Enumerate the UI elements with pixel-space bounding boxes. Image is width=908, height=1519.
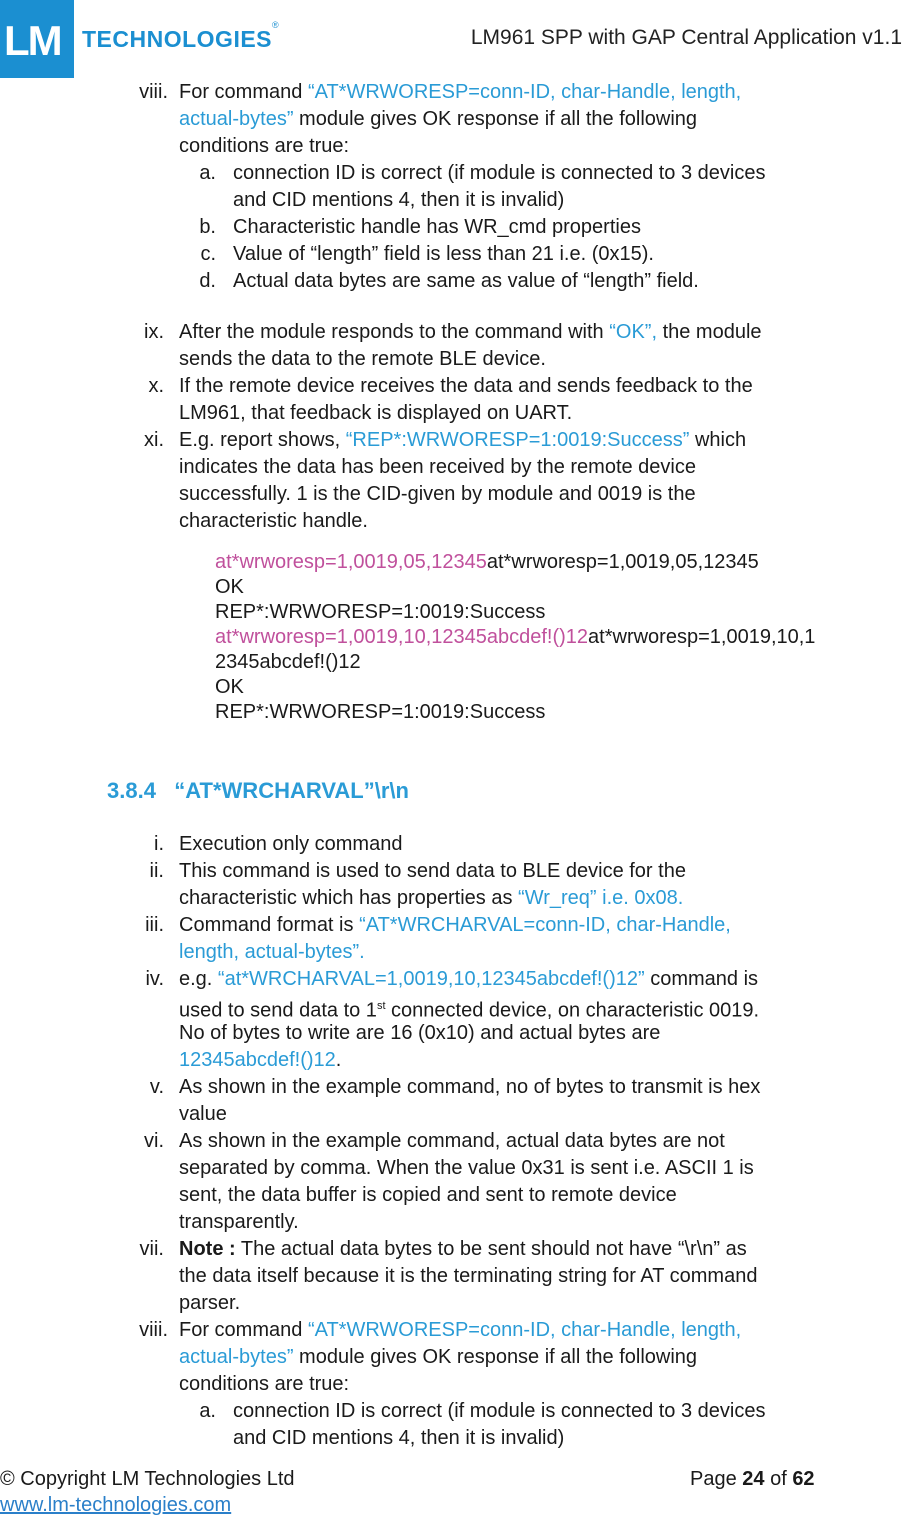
list-item-text: the data itself because it is the terminating string for AT command [179,1265,758,1287]
command-ref: “AT*WRWORESP=conn-ID, char-Handle, length, [307,1319,742,1341]
list-item-text: separated by comma. When the value 0x31 is sent i.e. ASCII 1 is [179,1157,754,1179]
sub-list-letter: d. [199,270,216,292]
copyright-text: © Copyright LM Technologies Ltd [0,1468,295,1490]
text: Command format is [179,914,360,936]
section-title: “AT*WRCHARVAL”\r\n [174,778,409,803]
text: module gives OK response if all the following [293,108,698,130]
list-item-text: conditions are true: [179,135,350,157]
list-item-text: As shown in the example command, no of bytes to transmit is hex [179,1076,761,1098]
list-item-text: value [179,1103,227,1125]
list-item-text [179,912,731,939]
list-item-text: transparently. [179,1211,299,1233]
list-item-text: sends the data to the remote BLE device. [179,348,546,370]
list-item-text: indicates the data has been received by the remote device [179,456,696,478]
list-item-text [179,1047,341,1074]
registered-mark-icon: ® [272,20,279,30]
lm-logo-mark [0,0,74,78]
command-ref: “REP*:WRWORESP=1:0019:Success” [345,429,690,451]
sub-list-letter: b. [199,216,216,238]
list-number: i. [154,833,164,855]
list-number: xi. [144,429,164,451]
list-item-text: characteristic handle. [179,510,368,532]
page-header [0,0,908,80]
text: e.g. [179,968,218,990]
text: which [689,429,747,451]
command-ref: 12345abcdef!()12 [179,1049,336,1071]
sub-list-text: and CID mentions 4, then it is invalid) [233,189,565,211]
list-number: viii. [139,81,168,103]
terminal-line [215,549,759,576]
sub-list-letter: a. [199,1400,216,1422]
list-item-text [179,319,762,346]
list-number: x. [148,375,164,397]
terminal-line: REP*:WRWORESP=1:0019:Success [215,601,546,623]
text: The actual data bytes to be sent should not have “\r\n” as [235,1238,747,1260]
list-item-text: LM961, that feedback is displayed on UART. [179,402,573,424]
list-item-text: sent, the data buffer is copied and sent to remote device [179,1184,677,1206]
note-label: Note : [179,1238,236,1260]
text: characteristic which has properties as [179,887,519,909]
list-item-text: As shown in the example command, actual data bytes are not [179,1130,725,1152]
terminal-line: OK [215,576,244,598]
list-number: iii. [145,914,164,936]
list-number: vi. [144,1130,164,1152]
command-ref: actual-bytes” [179,1346,294,1368]
typed-input: at*wrworesp=1,0019,05,12345 [215,551,487,573]
sub-list-text: Value of “length” field is less than 21 i.e. (0x15). [233,243,654,265]
list-item-text [179,1317,741,1344]
section-heading [107,778,409,804]
list-item-text: length, actual-bytes”. [179,941,365,963]
terminal-line: REP*:WRWORESP=1:0019:Success [215,701,546,723]
section-number: 3.8.4 [107,778,156,803]
command-ref: “at*WRCHARVAL=1,0019,10,12345abcdef!()12” [217,968,645,990]
terminal-line [215,624,815,651]
sub-list-text: connection ID is correct (if module is connected to 3 devices [233,1400,766,1422]
list-number: vii. [139,1238,164,1260]
command-ref: “AT*WRCHARVAL=conn-ID, char-Handle, [359,914,731,936]
text: For command [179,81,308,103]
list-item-text [179,1236,747,1263]
ordinal-suffix: st [376,1000,386,1012]
website-link[interactable]: www.lm-technologies.com [0,1494,232,1516]
text: the module [657,321,762,343]
list-number: viii. [139,1319,168,1341]
list-item-text [179,79,741,106]
command-ref: “Wr_req” i.e. 0x08. [518,887,684,909]
list-item-text: successfully. 1 is the CID-given by module and 0019 is the [179,483,696,505]
sub-list-text: Characteristic handle has WR_cmd properties [233,216,641,238]
sub-list-letter: a. [199,162,216,184]
list-item-text: parser. [179,1292,241,1314]
terminal-line: 2345abcdef!()12 [215,651,361,673]
command-ref: “OK”, [609,321,658,343]
total-pages: 62 [792,1468,815,1490]
sub-list-text: and CID mentions 4, then it is invalid) [233,1427,565,1449]
current-page: 24 [742,1468,765,1490]
list-item-text [179,106,697,133]
sub-list-text: connection ID is correct (if module is connected to 3 devices [233,162,766,184]
typed-input: at*wrworesp=1,0019,10,12345abcdef!()12 [215,626,589,648]
list-item-text [179,885,683,912]
list-item-text [179,966,758,993]
echo-output: at*wrworesp=1,0019,05,12345 [486,551,759,573]
document-title: LM961 SPP with GAP Central Application v1.1 [470,26,902,49]
text: command is [644,968,759,990]
logo-wordmark: TECHNOLOGIES [82,26,273,52]
page-label: Page [690,1468,743,1490]
page-number [690,1468,815,1491]
list-item-text [179,1344,697,1371]
sub-list-text: Actual data bytes are same as value of “length” field. [233,270,699,292]
page-of: of [764,1468,793,1490]
text: module gives OK response if all the following [293,1346,698,1368]
text: E.g. report shows, [179,429,346,451]
echo-output: at*wrworesp=1,0019,10,1 [588,626,816,648]
list-item-text: If the remote device receives the data and sends feedback to the [179,375,753,397]
command-ref: “AT*WRWORESP=conn-ID, char-Handle, length, [307,81,742,103]
list-item-text [179,427,746,454]
text: . [335,1049,342,1071]
sub-list-letter: c. [200,243,216,265]
terminal-line: OK [215,676,244,698]
list-number: iv. [145,968,164,990]
text: connected device, on characteristic 0019. [385,999,760,1022]
list-item-text: conditions are true: [179,1373,350,1395]
list-item-text: No of bytes to write are 16 (0x10) and actual bytes are [179,1022,661,1044]
list-number: ix. [144,321,164,343]
text: used to send data to 1 [179,999,377,1022]
command-ref: actual-bytes” [179,108,294,130]
list-number: v. [149,1076,164,1098]
list-item-text: Execution only command [179,833,403,855]
list-item-text: This command is used to send data to BLE device for the [179,860,686,882]
list-number: ii. [149,860,164,882]
text: After the module responds to the command with [179,321,610,343]
logo-mark-text: LM [4,17,61,64]
text: For command [179,1319,308,1341]
